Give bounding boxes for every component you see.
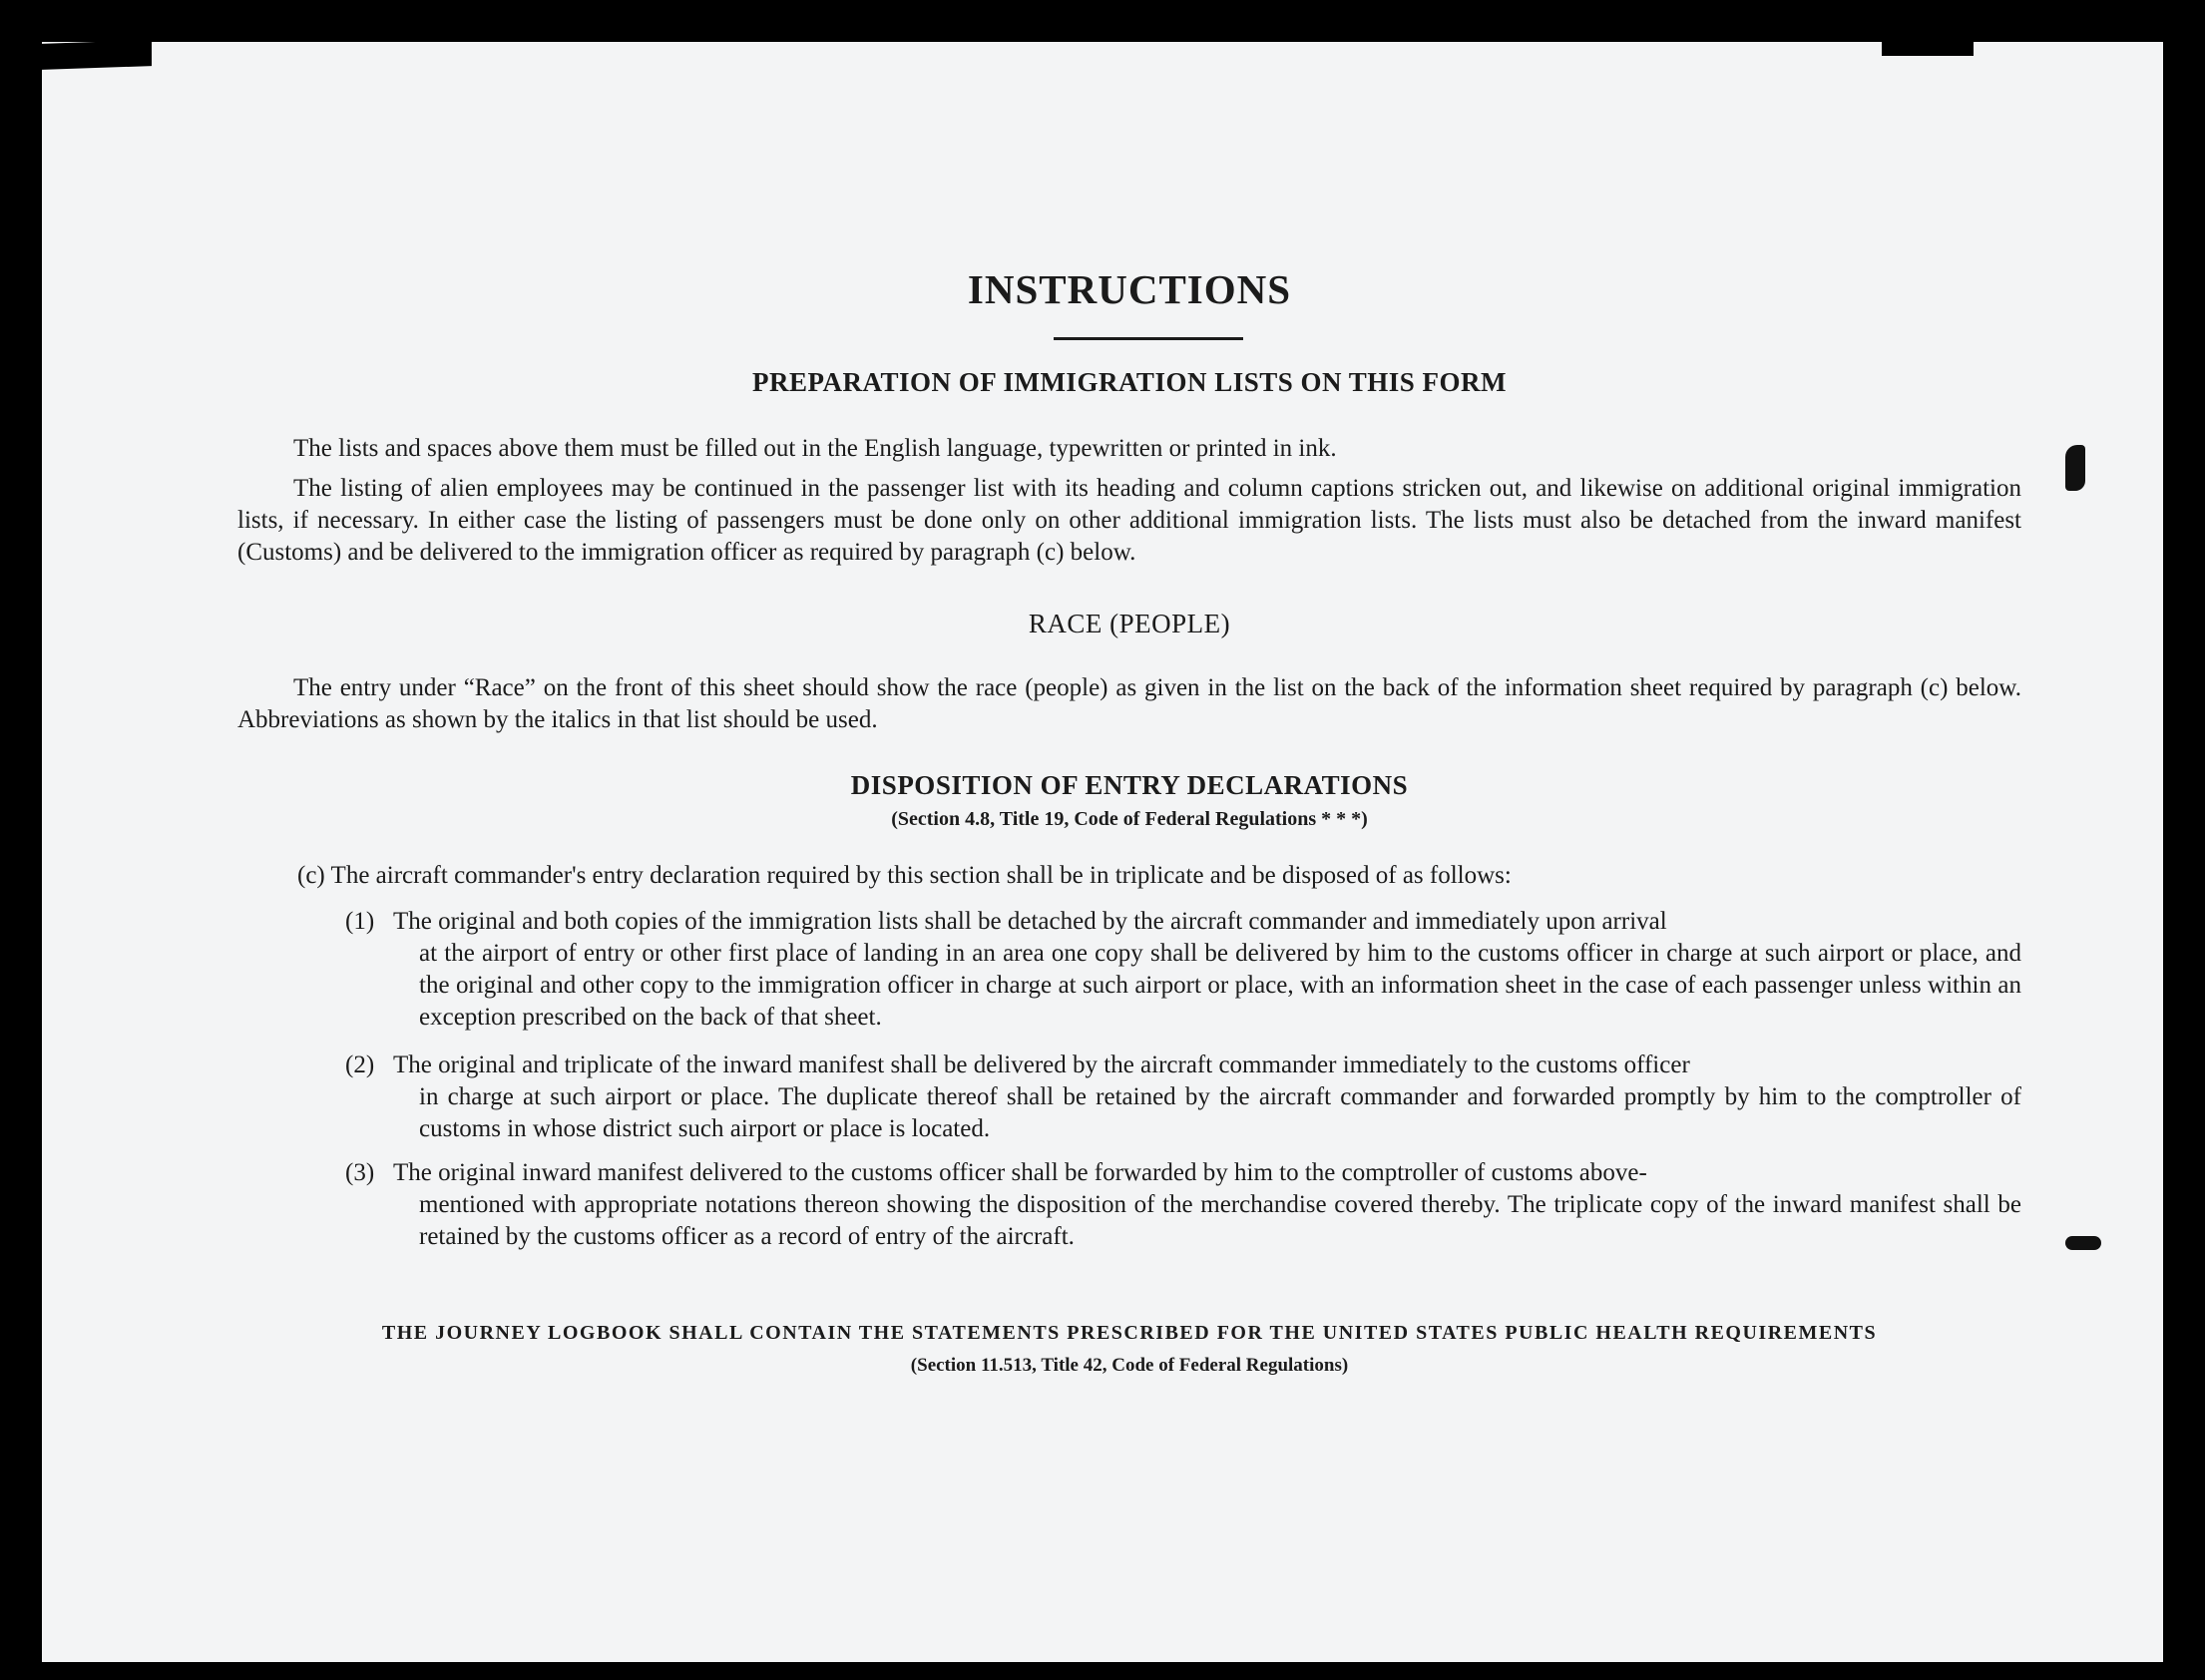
list-item-text: in charge at such airport or place. The duplicate thereof shall be retained by the aircraft commander and forwarded promptly by him to the comptroller of customs in whose district such airport or place is located. [419, 1083, 2021, 1142]
paragraph [237, 473, 2021, 569]
list-item-text: The original and triplicate of the inward manifest shall be delivered by the aircraft commander immediately to the customs officer [393, 1051, 1690, 1078]
list-item [345, 906, 2021, 1034]
footer-citation: (Section 11.513, Title 42, Code of Federal Regulations) [910, 1355, 1349, 1376]
paragraph-text: The listing of alien employees may be continued in the passenger list with its heading and column captions stricken out, and likewise on additional original immigration lists, if necessary. In either case the listing of passengers must be done only on other additional immigration lists. The lists must also be detached from the inward manifest (Customs) and be delivered to the immigration officer as required by paragraph (c) below. [237, 475, 2021, 566]
list-item-text: at the airport of entry or other first place of landing in an area one copy shall be delivered by him to the customs officer in charge at such airport or place, and the original and other copy to the immigration officer in charge at such airport or place, with an information sheet in the case of each passenger unless within an exception prescribed on the back of that sheet. [419, 940, 2021, 1031]
paragraph-text: The entry under “Race” on the front of this sheet should show the race (people) as given in the list on the back of the information sheet required by paragraph (c) below. Abbreviations as shown by the italics in that list should be used. [237, 674, 2021, 733]
title-underline [1054, 337, 1243, 340]
document-page [42, 42, 2163, 1662]
section-heading-disposition: DISPOSITION OF ENTRY DECLARATIONS [850, 770, 1409, 800]
list-item-text: The original and both copies of the immigration lists shall be detached by the aircraft commander and immediately upon arrival [393, 908, 1667, 935]
list-item-text: The original inward manifest delivered to the customs officer shall be forwarded by him to the comptroller of customs above- [393, 1159, 1647, 1186]
margin-mark [2065, 1236, 2101, 1250]
scan-edge-mark [42, 40, 152, 70]
list-item-number: (2) [345, 1051, 375, 1078]
section-citation: (Section 4.8, Title 19, Code of Federal Regulations * * *) [891, 808, 1368, 830]
list-item [345, 1050, 2021, 1145]
paragraph [237, 433, 2021, 465]
section-heading-race: RACE (PEOPLE) [1028, 609, 1231, 638]
page-title: INSTRUCTIONS [967, 266, 1292, 312]
paragraph [237, 672, 2021, 736]
section-heading-preparation: PREPARATION OF IMMIGRATION LISTS ON THIS FORM [751, 367, 1508, 397]
footer-statement: THE JOURNEY LOGBOOK SHALL CONTAIN THE STATEMENTS PRESCRIBED FOR THE UNITED STATES PUBLIC HEALTH REQUIREMENTS [381, 1322, 1878, 1344]
list-item-text: mentioned with appropriate notations thereon showing the disposition of the merchandise covered thereby. The triplicate copy of the inward manifest shall be retained by the customs officer as a record of entry of the aircraft. [419, 1191, 2021, 1250]
margin-mark [2065, 445, 2085, 491]
scan-edge-mark [1882, 42, 1974, 56]
list-item [345, 1157, 2021, 1253]
paragraph-text: The lists and spaces above them must be filled out in the English language, typewritten or printed in ink. [293, 435, 1337, 462]
paragraph: (c) The aircraft commander's entry declaration required by this section shall be in triplicate and be disposed of as follows: [297, 862, 1512, 889]
list-item-number: (1) [345, 908, 375, 935]
list-item-number: (3) [345, 1159, 375, 1186]
